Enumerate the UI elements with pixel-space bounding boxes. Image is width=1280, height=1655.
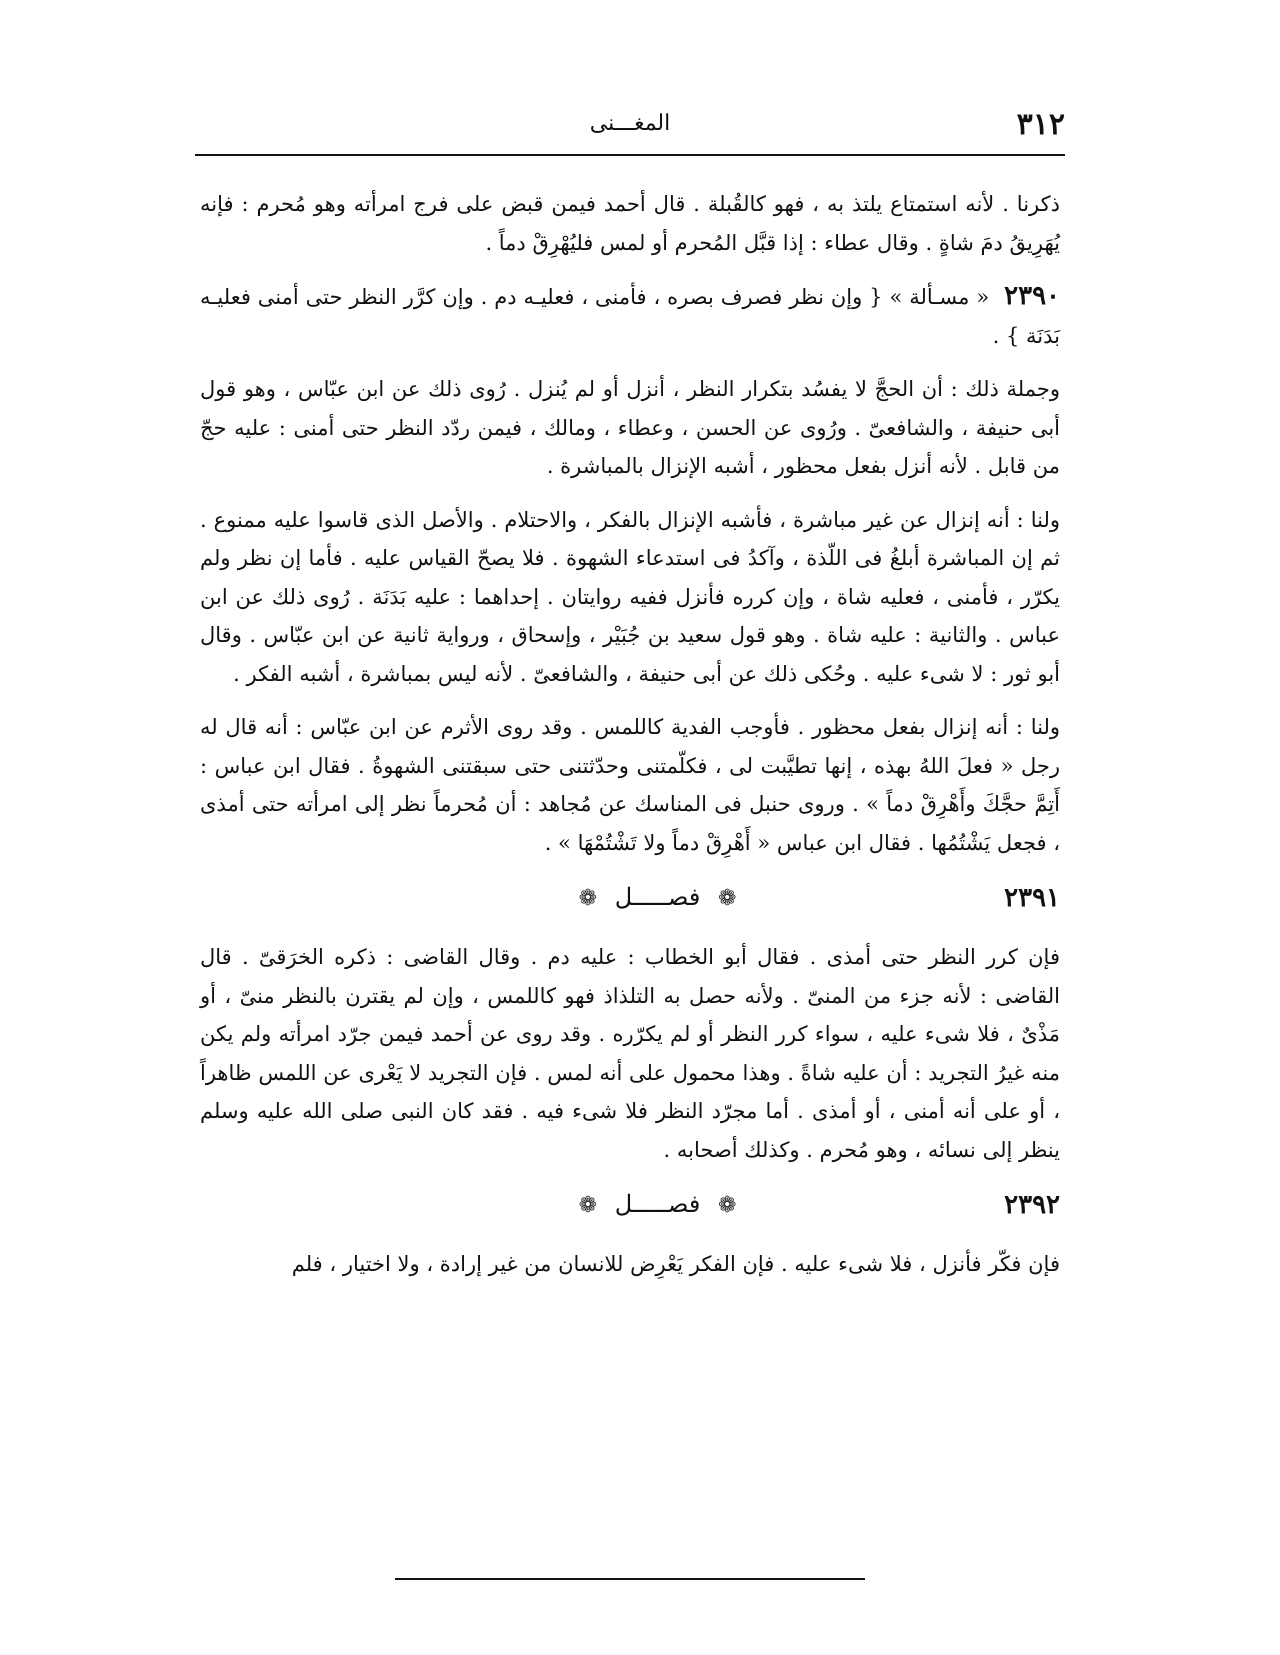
paragraph-problem-2390 <box>200 277 1060 355</box>
arabesque-ornament-icon: ❁ <box>717 1192 737 1218</box>
arabesque-ornament-icon: ❁ <box>717 885 737 911</box>
page-header <box>195 105 1065 150</box>
running-title: المغـــنى <box>589 111 671 136</box>
section-number: ٢٣٩١ <box>1004 882 1060 913</box>
section-heading-2392 <box>200 1175 1060 1235</box>
paragraph-section-2391: فإن كرر النظر حتى أمذى . فقال أبو الخطاب : عليه دم . وقال القاضى : ذكره الخرَقىّ . قال القاضى : لأنه جزء من المنىّ . ولأنه حصل به التلذاذ فهو كاللمس ، وإن لم يقترن بالنظر منىّ ، أو مَذْىٌ ، فلا شىء عليه ، سواء كرر النظر أو لم يكرّره . وقد روى عن أحمد فيمن جرّد امرأته ولم يكن منه غيرُ التجريد : أن عليه شاةً . وهذا محمول على أنه لمس . فإن التجريد لا يَعْرى عن اللمس ظاهراً ، أو على أنه أمنى ، أو أمذى . أما مجرّد النظر فلا شىء فيه . فقد كان النبى صلى الله عليه وسلم ينظر إلى نسائه ، وهو مُحرم . وكذلك أصحابه . <box>200 945 1060 1162</box>
section-title-text: فصـــــل <box>614 882 701 911</box>
section-title-text: فصـــــل <box>614 1189 701 1218</box>
problem-text: « مسـألة » { وإن نظر فصرف بصره ، فأمنى ، فعليـه دم . وإن كرَّر النظر حتى أمنى فعليـه بَدَنَة } . <box>200 285 1060 348</box>
arabesque-ornament-icon: ❁ <box>578 1192 598 1218</box>
paragraph-summary: وجملة ذلك : أن الحجَّ لا يفسُد بتكرار النظر ، أنزل أو لم يُنزل . رُوى ذلك عن ابن عبّاس ، وهو قول أبى حنيفة ، والشافعىّ . ورُوى عن الحسن ، وعطاء ، ومالك ، فيمن ردّد النظر حتى أمنى : عليه حجّ من قابل . لأنه أنزل بفعل محظور ، أشبه الإنزال بالمباشرة . <box>200 377 1060 478</box>
paragraph-section-2392: فإن فكّر فأنزل ، فلا شىء عليه . فإن الفكر يَعْرِض للانسان من غير إرادة ، ولا اختيار ، فلم <box>291 1252 1060 1276</box>
footer-rule <box>395 1578 865 1580</box>
section-number: ٢٣٩٢ <box>1004 1189 1060 1220</box>
section-title <box>200 1185 965 1226</box>
section-title <box>200 878 965 919</box>
header-rule <box>195 154 1065 156</box>
page-body <box>200 185 1060 1284</box>
paragraph-intro: ذكرنا . لأنه استمتاع يلتذ به ، فهو كالقُبلة . قال أحمد فيمن قبض على فرج امرأته وهو مُحرم : فإنه يُهَرِيقُ دمَ شاةٍ . وقال عطاء : إذا قبَّل المُحرم أو لمس فليُهْرِقْ دماً . <box>200 192 1060 255</box>
arabesque-ornament-icon: ❁ <box>578 885 598 911</box>
paragraph-argument-2: ولنا : أنه إنزال بفعل محظور . فأوجب الفدية كاللمس . وقد روى الأثرم عن ابن عبّاس : أنه قال له رجل « فعلَ اللهُ بهذه ، إنها تطيَّبت لى ، فكلّمتنى وحدّثتنى حتى سبقتنى الشهوةُ . فقال ابن عباس : أَتِمَّ حجَّكَ وأَهْرِقْ دماً » . وروى حنبل فى المناسك عن مُجاهد : أن مُحرماً نظر إلى امرأته حتى أمذى ، فجعل يَشْتُمُها . فقال ابن عباس « أَهْرِقْ دماً ولا تَشْتُمْهَا » . <box>200 715 1060 855</box>
page-number: ٣١٢ <box>1016 107 1065 142</box>
problem-number: ٢٣٩٠ <box>1004 281 1060 311</box>
section-heading-2391 <box>200 868 1060 928</box>
paragraph-argument-1: ولنا : أنه إنزال عن غير مباشرة ، فأشبه الإنزال بالفكر ، والاحتلام . والأصل الذى قاسوا عليه ممنوع . ثم إن المباشرة أبلغُ فى اللّذة ، وآكدُ فى استدعاء الشهوة . فلا يصحّ القياس عليه . فأما إن نظر ولم يكرّر ، فأمنى ، فعليه شاة ، وإن كرره فأنزل ففيه روايتان . إحداهما : عليه بَدَنَة . رُوى ذلك عن ابن عباس . والثانية : عليه شاة . وهو قول سعيد بن جُبَيْر ، وإسحاق ، ورواية ثانية عن ابن عبّاس . وقال أبو ثور : لا شىء عليه . وحُكى ذلك عن أبى حنيفة ، والشافعىّ . لأنه ليس بمباشرة ، أشبه الفكر . <box>200 507 1060 686</box>
